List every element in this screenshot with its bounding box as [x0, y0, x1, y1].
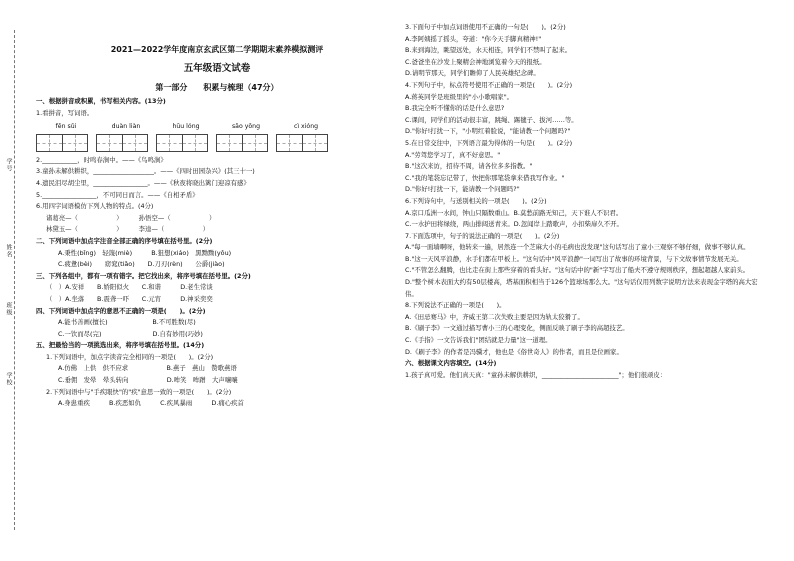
- r3-option-b: B.来到海边，眺望远处，水天相连，同学们不禁叫了起来。: [405, 46, 572, 55]
- r7-option-b: B."这一天风平浪静，水手们都在甲板上。"这句话中"风平浪静"一词写出了故事的环境背景，与下文故事情节发展无关。: [405, 254, 743, 263]
- exam-title: 2021—2022学年度南京玄武区第二学期期末素养模拟测评: [110, 45, 324, 54]
- r8-text: 8.下列说法不正确的一项是( )。: [405, 301, 506, 310]
- pinyin-item: hūu lóng: [172, 123, 200, 131]
- section-3-heading: 三、下列各组中，都有一项有错字。把它找出来，将序号填在括号里。(2分): [36, 271, 251, 280]
- r5-option-b: B."这次来访，招待不周，请各位多多指教。": [405, 162, 533, 171]
- pinyin-item: cì xióng: [293, 123, 319, 131]
- r4-option-b: B.我完全听不懂你的话是什么意思?: [405, 104, 505, 113]
- writing-grid[interactable]: [96, 134, 148, 152]
- s5-q2-text: 2.下列词语中与"手疾眼快"的"疾"意思一致的一项是( )。(2分): [46, 387, 232, 396]
- s2-options-a: A.秉性(bǐng) 轻篾(miè) B.狙想(xiáo) 黑黝黝(yǒu): [58, 248, 232, 257]
- pinyin-item: sāo yōng: [231, 123, 261, 131]
- r8-option-d: D.《刷子李》的作者是冯骥才，他也是《俗世奇人》的作者，而且是位画家。: [405, 347, 623, 356]
- r5-text: 5.在日常交往中，下列语言最为得体的一句是( )。(2分): [405, 138, 573, 147]
- r7-option-d: D."整个树木表面大约有50层楼高，塔基面积相当于126个篮球场那么大。"这句话仅用列数字说明方法来表现金字塔的高大宏伟。: [405, 278, 758, 298]
- s5-q1-options-b: C.垂佣 发晕 晕头转向 D.哞笑 哞蹭 大声嚷嚷: [58, 376, 238, 385]
- binding-strip: [0, 0, 28, 561]
- q6-row-b: 林黛玉—（ ） 李逵—（ ）: [46, 225, 209, 234]
- q5-text: 5._________________，不可同日而言。——《自相矛盾》: [36, 190, 199, 199]
- s4-options-b: C.一饮而尽(完) D.自有妙用(巧妙): [58, 329, 203, 338]
- r8-option-a: A.《田忌赛马》中，齐威王第二次失败主要是因为轨太狡猾了。: [405, 312, 584, 321]
- binding-label-school: 学校: [5, 372, 12, 386]
- binding-label-student-id: 学号: [5, 158, 12, 172]
- r4-option-a: A.蒋英同学是班级里的"小小歌唱家"。: [405, 92, 514, 101]
- r6-text: 6.下列诗句中，与送别相关的一项是( )。(2分): [405, 196, 547, 205]
- r5-option-c: C."我的笔袋忘记带了，快把你那笔袋拿来借我写作业。": [405, 173, 565, 182]
- q6-row-a: 诸葛亮—（ ） 孙悟空—（ ）: [46, 213, 216, 222]
- q3-text: 3.童孙未解供耕织，___________________。——《四时田园杂兴》(其三十一): [36, 167, 255, 176]
- q2-text: 2.___________，时鸣春涧中。——《鸟鸣涧》: [36, 155, 167, 164]
- q6-text: 6.用四字词语模仿下列人物的特点。(4分): [36, 202, 154, 211]
- r5-option-a: A."劳驾您学习了，真不好意思。": [405, 150, 501, 159]
- r5-option-d: D."你好!打扰一下，能请教一个问题吗?": [405, 185, 520, 194]
- section-4-heading: 四、下列词语中加点字的意思不正确的一项是( )。(2分): [36, 306, 206, 315]
- writing-grid[interactable]: [156, 134, 208, 152]
- r3-option-a: A.李阿姨摇了摇头，夸道："你今天手脚真精神!": [405, 34, 542, 43]
- r7-text: 7.下面选项中，句子的说法正确的一项是( )。(2分): [405, 231, 560, 240]
- r4-option-c: C.课间，同学们的活动很丰富，跳绳、踢毽子、拔河……等。: [405, 115, 578, 124]
- binding-label-class: 班级: [5, 302, 12, 316]
- section-6-heading: 六、根据课文内容填空。(14分): [405, 359, 497, 368]
- binding-dashed-line: [14, 30, 15, 530]
- section-1-heading: 一、根据拼音或积累，书写相关内容。(13分): [36, 97, 166, 105]
- s3-options-b: （ ）A.坐落 B.震聋一吓 C.元宵 D.神采奕奕: [46, 294, 213, 303]
- pinyin-row: [36, 121, 398, 133]
- pinyin-item: duàn liàn: [111, 123, 141, 131]
- r8-option-b: B.《刷子李》一文通过描写曹小三的心理变化，侧面反映了刷子李的高超技艺。: [405, 324, 629, 333]
- exam-subtitle: 五年级语文试卷: [183, 63, 251, 74]
- r3-text: 3.下面句子中加点词语使用不正确的一句是( )。(2分): [405, 23, 566, 31]
- writing-grid-row: [36, 134, 398, 152]
- writing-grid[interactable]: [36, 134, 88, 152]
- r6-options-cd: C.一水护田将绿绕，两山排闼送青来。D.忽闻岸上踏歌声，小扣柴扉久不开。: [405, 220, 623, 229]
- q1-text: 1.看拼音，写词语。: [36, 108, 94, 117]
- r3-option-d: D.请明节那天，同学们瞻仰了人民英雄纪念碑。: [405, 69, 540, 78]
- writing-grid[interactable]: [276, 134, 328, 152]
- r8-option-c: C.《手指》一文告诉我们"团结就是力量"这一道理。: [405, 336, 552, 345]
- r4-text: 4.下列句子中，标点符号使用不正确的一项是( )。(2分): [405, 80, 573, 89]
- r7-option-c: C."不管怎么翻腾，也比走在街上那些穿着的看头好。"这句话中的"新"字写出了船夫不遵守规则秩序，想起超越人家前头。: [405, 266, 750, 275]
- s6-q1-text: 1.孩子真可爱。他们真天真："童孙未解供耕织，________________________"；他们很顽皮：: [405, 370, 667, 379]
- r7-option-a: A."每一面墙啊呀，他转来一遍，居然连一个芝麻大小的毛病也没发现"这句话写出了童小三观察不够仔细，做事不够认真。: [405, 243, 750, 252]
- r6-options-ab: A.京口瓜洲一水间，钟山只隔数重山。B.莫愁前路无知己，天下谁人不识君。: [405, 208, 623, 217]
- binding-label-name: 姓名: [5, 244, 12, 258]
- section-5-heading: 五、把最恰当的一项挑选出来，将序号填在括号里。(14分): [36, 341, 205, 350]
- r4-option-d: D."你好!打扰一下，"小明红着脸说，"能请教一个问题吗?": [405, 127, 571, 136]
- s3-options-a: （ ）A.安祥 B.娇阳似火 C.和谐 D.老生常谈: [46, 283, 213, 292]
- part-heading: 第一部分 积累与梳理（47分）: [155, 83, 279, 92]
- pinyin-item: fēn sǔi: [55, 123, 77, 131]
- r3-option-c: C.爸爸坐在沙发上聚精会神地浏览着今天的报纸。: [405, 57, 546, 66]
- right-column: [405, 22, 763, 381]
- s5-q2-options: A.身患重疾 B.疾恶如仇 C.疾风暴雨 D.痛心疾首: [58, 399, 244, 408]
- s2-options-b: C.疲惫(bèi) 窈窕(tiǎo) D.刀刃(rèn) 公爵(jiào): [58, 260, 225, 269]
- q4-text: 4.遗民泪尽胡尘里，_________________。——《秋夜将晓出篱门迎凉有感》: [36, 178, 250, 187]
- left-column: [36, 44, 398, 410]
- writing-grid[interactable]: [216, 134, 268, 152]
- s5-q1-options-a: A.仿佛 上供 供不应求 B.燕子 燕山 赞歌燕语: [58, 364, 237, 373]
- s4-options-a: A.能书善画(擅长) B.不可胜数(尽): [58, 318, 196, 327]
- s5-q1-text: 1.下列词语中，加点字读音完全相同的一项是( )。(2分): [46, 352, 214, 361]
- section-2-heading: 二、下列词语中加点字注音全部正确的序号填在括号里。(2分): [36, 236, 213, 245]
